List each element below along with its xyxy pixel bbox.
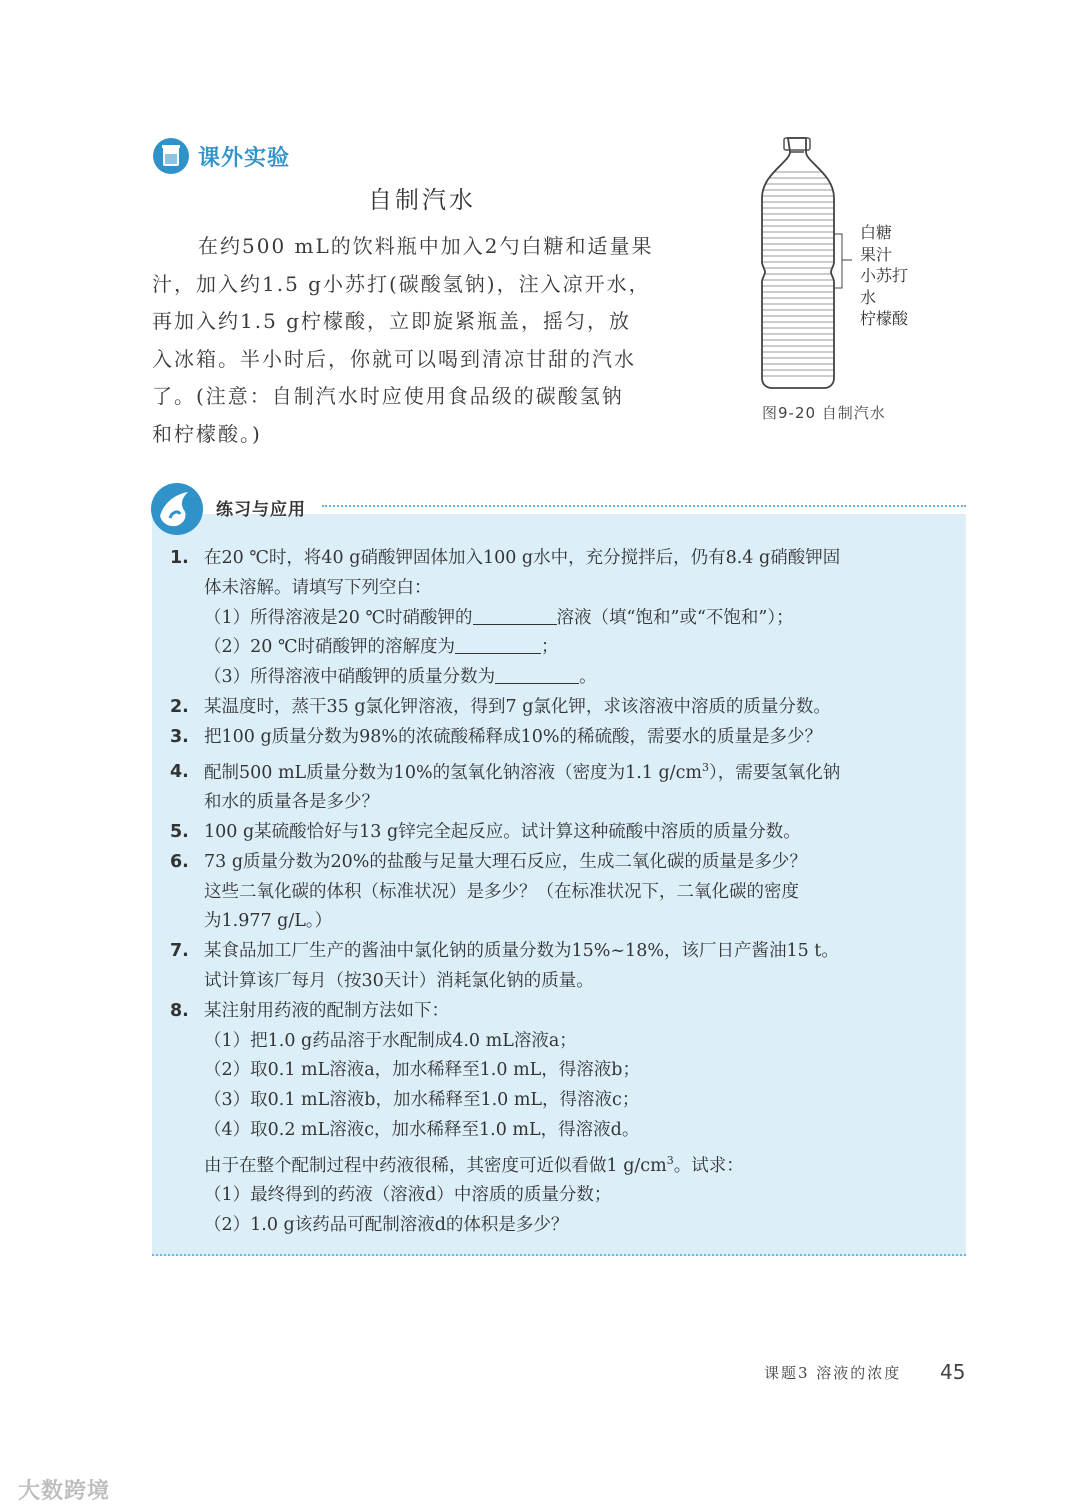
bottle-illustration: [752, 132, 942, 392]
label-juice: 果汁: [860, 244, 893, 264]
question-7: 7. 某食品加工厂生产的酱油中氯化钠的质量分数为15%~18%，该厂日产酱油15 t。: [170, 941, 839, 962]
practice-icon: [150, 482, 204, 536]
header-divider: [322, 505, 966, 507]
question-1-sub-2: （2）20 ℃时硝酸钾的溶解度为 ；: [204, 637, 559, 658]
chapter-footer: 课题3 溶液的浓度: [764, 1364, 902, 1382]
question-8-step-1: （1）把1.0 g药品溶于水配制成4.0 mL溶液a；: [204, 1030, 577, 1051]
bottle-figure: [752, 132, 942, 392]
question-3: 3. 把100 g质量分数为98%的浓硫酸稀释成10%的稀硫酸，需要水的质量是多少？: [170, 726, 822, 747]
paragraph-line: 在约500 mL的饮料瓶中加入2勺白糖和适量果: [198, 234, 654, 258]
question-4-cont: 和水的质量各是多少？: [204, 792, 379, 813]
question-1-sub-1: （1）所得溶液是20 ℃时硝酸钾的 溶液（填“饱和”或“不饱和”）；: [204, 607, 794, 628]
section-label: 课外实验: [198, 145, 291, 171]
question-1-sub-3: （3）所得溶液中硝酸钾的质量分数为 。: [204, 667, 597, 688]
answer-blank[interactable]: [495, 667, 579, 684]
question-6-cont: 为1.977 g/L。）: [204, 911, 333, 932]
question-8-note: 由于在整个配制过程中药液很稀，其密度可近似看做1 $g/cm^3$。试求：: [204, 1153, 744, 1176]
question-6: 6. 73 g质量分数为20%的盐酸与足量大理石反应，生成二氧化碳的质量是多少？: [170, 851, 807, 872]
experiment-title: 自制汽水: [368, 186, 476, 214]
question-6-cont: 这些二氧化碳的体积（标准状况）是多少？（在标准状况下，二氧化碳的密度: [204, 881, 799, 902]
label-water: 水: [860, 287, 877, 307]
watermark: 大数跨境: [18, 1479, 111, 1504]
answer-blank[interactable]: [455, 637, 541, 654]
paragraph-line: 再加入约1.5 g柠檬酸，立即旋紧瓶盖，摇匀，放: [152, 309, 631, 333]
question-1: 1. 在20 ℃时，将40 g硝酸钾固体加入100 g水中，充分搅拌后，仍有8.4 g硝酸钾固: [170, 548, 841, 568]
label-citric-acid: 柠檬酸: [860, 309, 909, 328]
question-8-ask-1: （1）最终得到的药液（溶液d）中溶质的质量分数；: [204, 1185, 612, 1206]
question-8: 8. 某注射用药液的配制方法如下：: [170, 1000, 449, 1021]
experiment-paragraph: [152, 228, 686, 453]
beaker-icon: [152, 137, 190, 175]
bottle-labels: [860, 222, 908, 330]
question-5: 5. 100 g某硫酸恰好与13 g锌完全起反应。试计算这种硫酸中溶质的质量分数。: [170, 822, 801, 842]
question-1-cont: 体未溶解。请填写下列空白：: [204, 577, 432, 598]
question-7-cont: 试计算该厂每月（按30天计）消耗氯化钠的质量。: [204, 970, 594, 991]
paragraph-line: 和柠檬酸。): [152, 421, 262, 446]
paragraph-line: 入冰箱。半小时后，你就可以喝到清凉甘甜的汽水: [152, 346, 636, 371]
question-8-step-3: （3）取0.1 mL溶液b，加水稀释至1.0 mL，得溶液c；: [204, 1090, 640, 1111]
practice-title: 练习与应用: [216, 500, 306, 520]
experiment-section-header: [152, 134, 290, 178]
page-number: 45: [940, 1360, 966, 1384]
label-baking-soda: 小苏打: [860, 266, 909, 285]
question-8-step-2: （2）取0.1 mL溶液a，加水稀释至1.0 mL，得溶液b；: [204, 1060, 640, 1081]
paragraph-line: 汁，加入约1.5 g小苏打(碳酸氢钠)，注入凉开水，: [152, 271, 651, 296]
question-8-step-4: （4）取0.2 mL溶液c，加水稀释至1.0 mL，得溶液d。: [204, 1119, 640, 1140]
question-4: 4. 配制500 mL质量分数为10%的氢氧化钠溶液（密度为1.1 $g/cm^3$），需要氢氧化钠: [170, 760, 841, 783]
question-8-ask-2: （2）1.0 g该药品可配制溶液d的体积是多少？: [204, 1215, 569, 1236]
label-sugar: 白糖: [860, 223, 893, 242]
question-list: [170, 544, 960, 1241]
answer-blank[interactable]: [473, 608, 557, 625]
figure-caption: 图9-20 自制汽水: [762, 404, 886, 422]
paragraph-line: 了。(注意：自制汽水时应使用食品级的碳酸氢钠: [152, 384, 624, 408]
question-2: 2. 某温度时，蒸干35 g氯化钾溶液，得到7 g氯化钾，求该溶液中溶质的质量分数。: [170, 696, 831, 717]
